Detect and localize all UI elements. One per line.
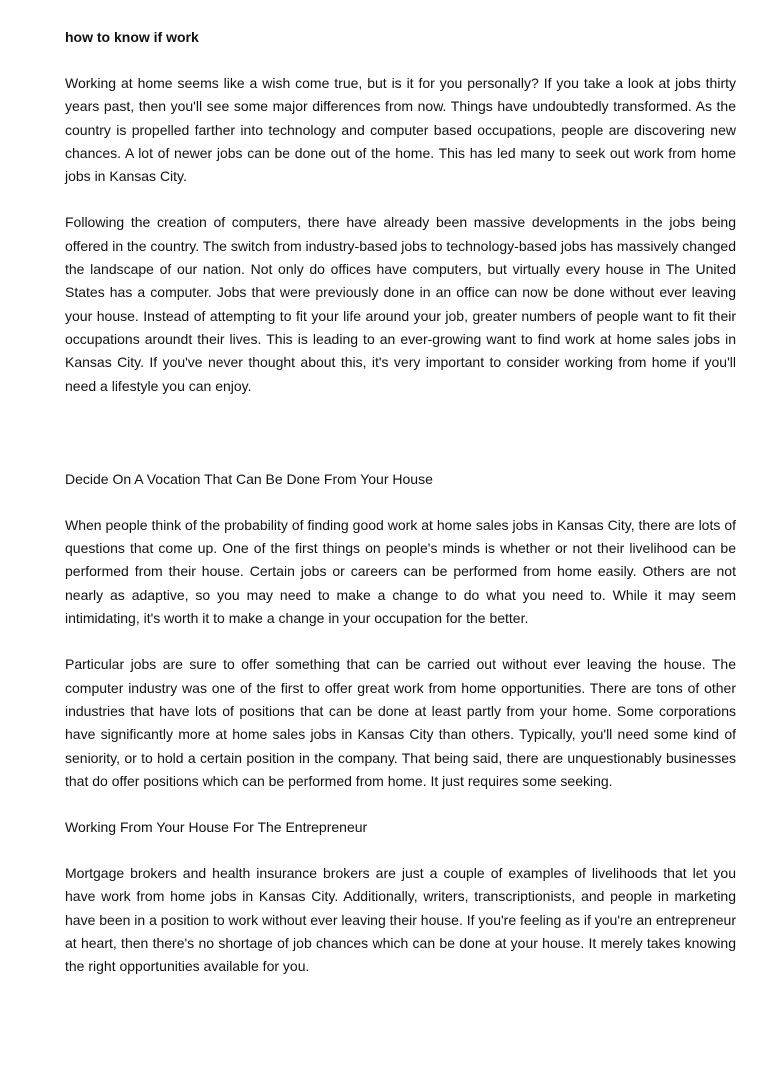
spacer	[65, 491, 736, 514]
section-heading-entrepreneur: Working From Your House For The Entrepreneur	[65, 819, 368, 836]
spacer	[65, 630, 736, 653]
document-page	[65, 26, 736, 979]
paragraph-probability: When people think of the probability of finding good work at home sales jobs in Kansas City, there are lots of questions that come up. One of the first things on people's minds is whether or not their livelihood can be performed from their house. Certain jobs or careers can be performed from home easily. Others are not nearly as adaptive, so you may need to make a change to do what you need to. While it may seem intimidating, it's worth it to make a change in your occupation for the better.	[65, 516, 736, 627]
paragraph-computers: Following the creation of computers, there have already been massive developments in the jobs being offered in the country. The switch from industry-based jobs to technology-based jobs has massively changed the landscape of our nation. Not only do offices have computers, but virtually every house in The United States has a computer. Jobs that were previously done in an office can now be done without ever leaving your house. Instead of attempting to fit your life around your job, greater numbers of people want to fit their occupations aroundt their lives. This is leading to an ever-growing want to find work at home sales jobs in Kansas City. If you've never thought about this, it's very important to consider working from home if you'll need a lifestyle you can enjoy.	[65, 214, 736, 394]
paragraph-brokers: Mortgage brokers and health insurance brokers are just a couple of examples of livelihoods that let you have work from home jobs in Kansas City. Additionally, writers, transcriptionists, and people in marketing have been in a position to work without ever leaving their house. If you're feeling as if you're an entrepreneur at heart, then there's no shortage of job chances which can be done at your house. It merely takes knowing the right opportunities available for you.	[65, 865, 736, 975]
spacer	[65, 839, 736, 862]
section-heading-vocation: Decide On A Vocation That Can Be Done From Your House	[65, 470, 433, 487]
paragraph-intro: Working at home seems like a wish come true, but is it for you personally? If you take a look at jobs thirty years past, then you'll see some major differences from now. Things have undoubtedly transformed. As the country is propelled farther into technology and computer based occupations, people are discovering new chances. A lot of newer jobs can be done out of the home. This has led many to seek out work from home jobs in Kansas City.	[65, 75, 736, 185]
paragraph-particular-jobs: Particular jobs are sure to offer something that can be carried out without ever leaving the house. The computer industry was one of the first to offer great work from home opportunities. There are tons of other industries that have lots of positions that can be done at least partly from your home. Some corporations have significantly more at home sales jobs in Kansas City than others. Typically, you'll need some kind of seniority, or to hold a certain position in the company. That being said, there are unquestionably businesses that do offer positions which can be performed from home. It just requires some seeking.	[65, 656, 736, 789]
spacer	[65, 398, 736, 468]
spacer	[65, 49, 736, 72]
spacer	[65, 793, 736, 816]
spacer	[65, 188, 736, 211]
document-title: how to know if work	[65, 29, 199, 45]
